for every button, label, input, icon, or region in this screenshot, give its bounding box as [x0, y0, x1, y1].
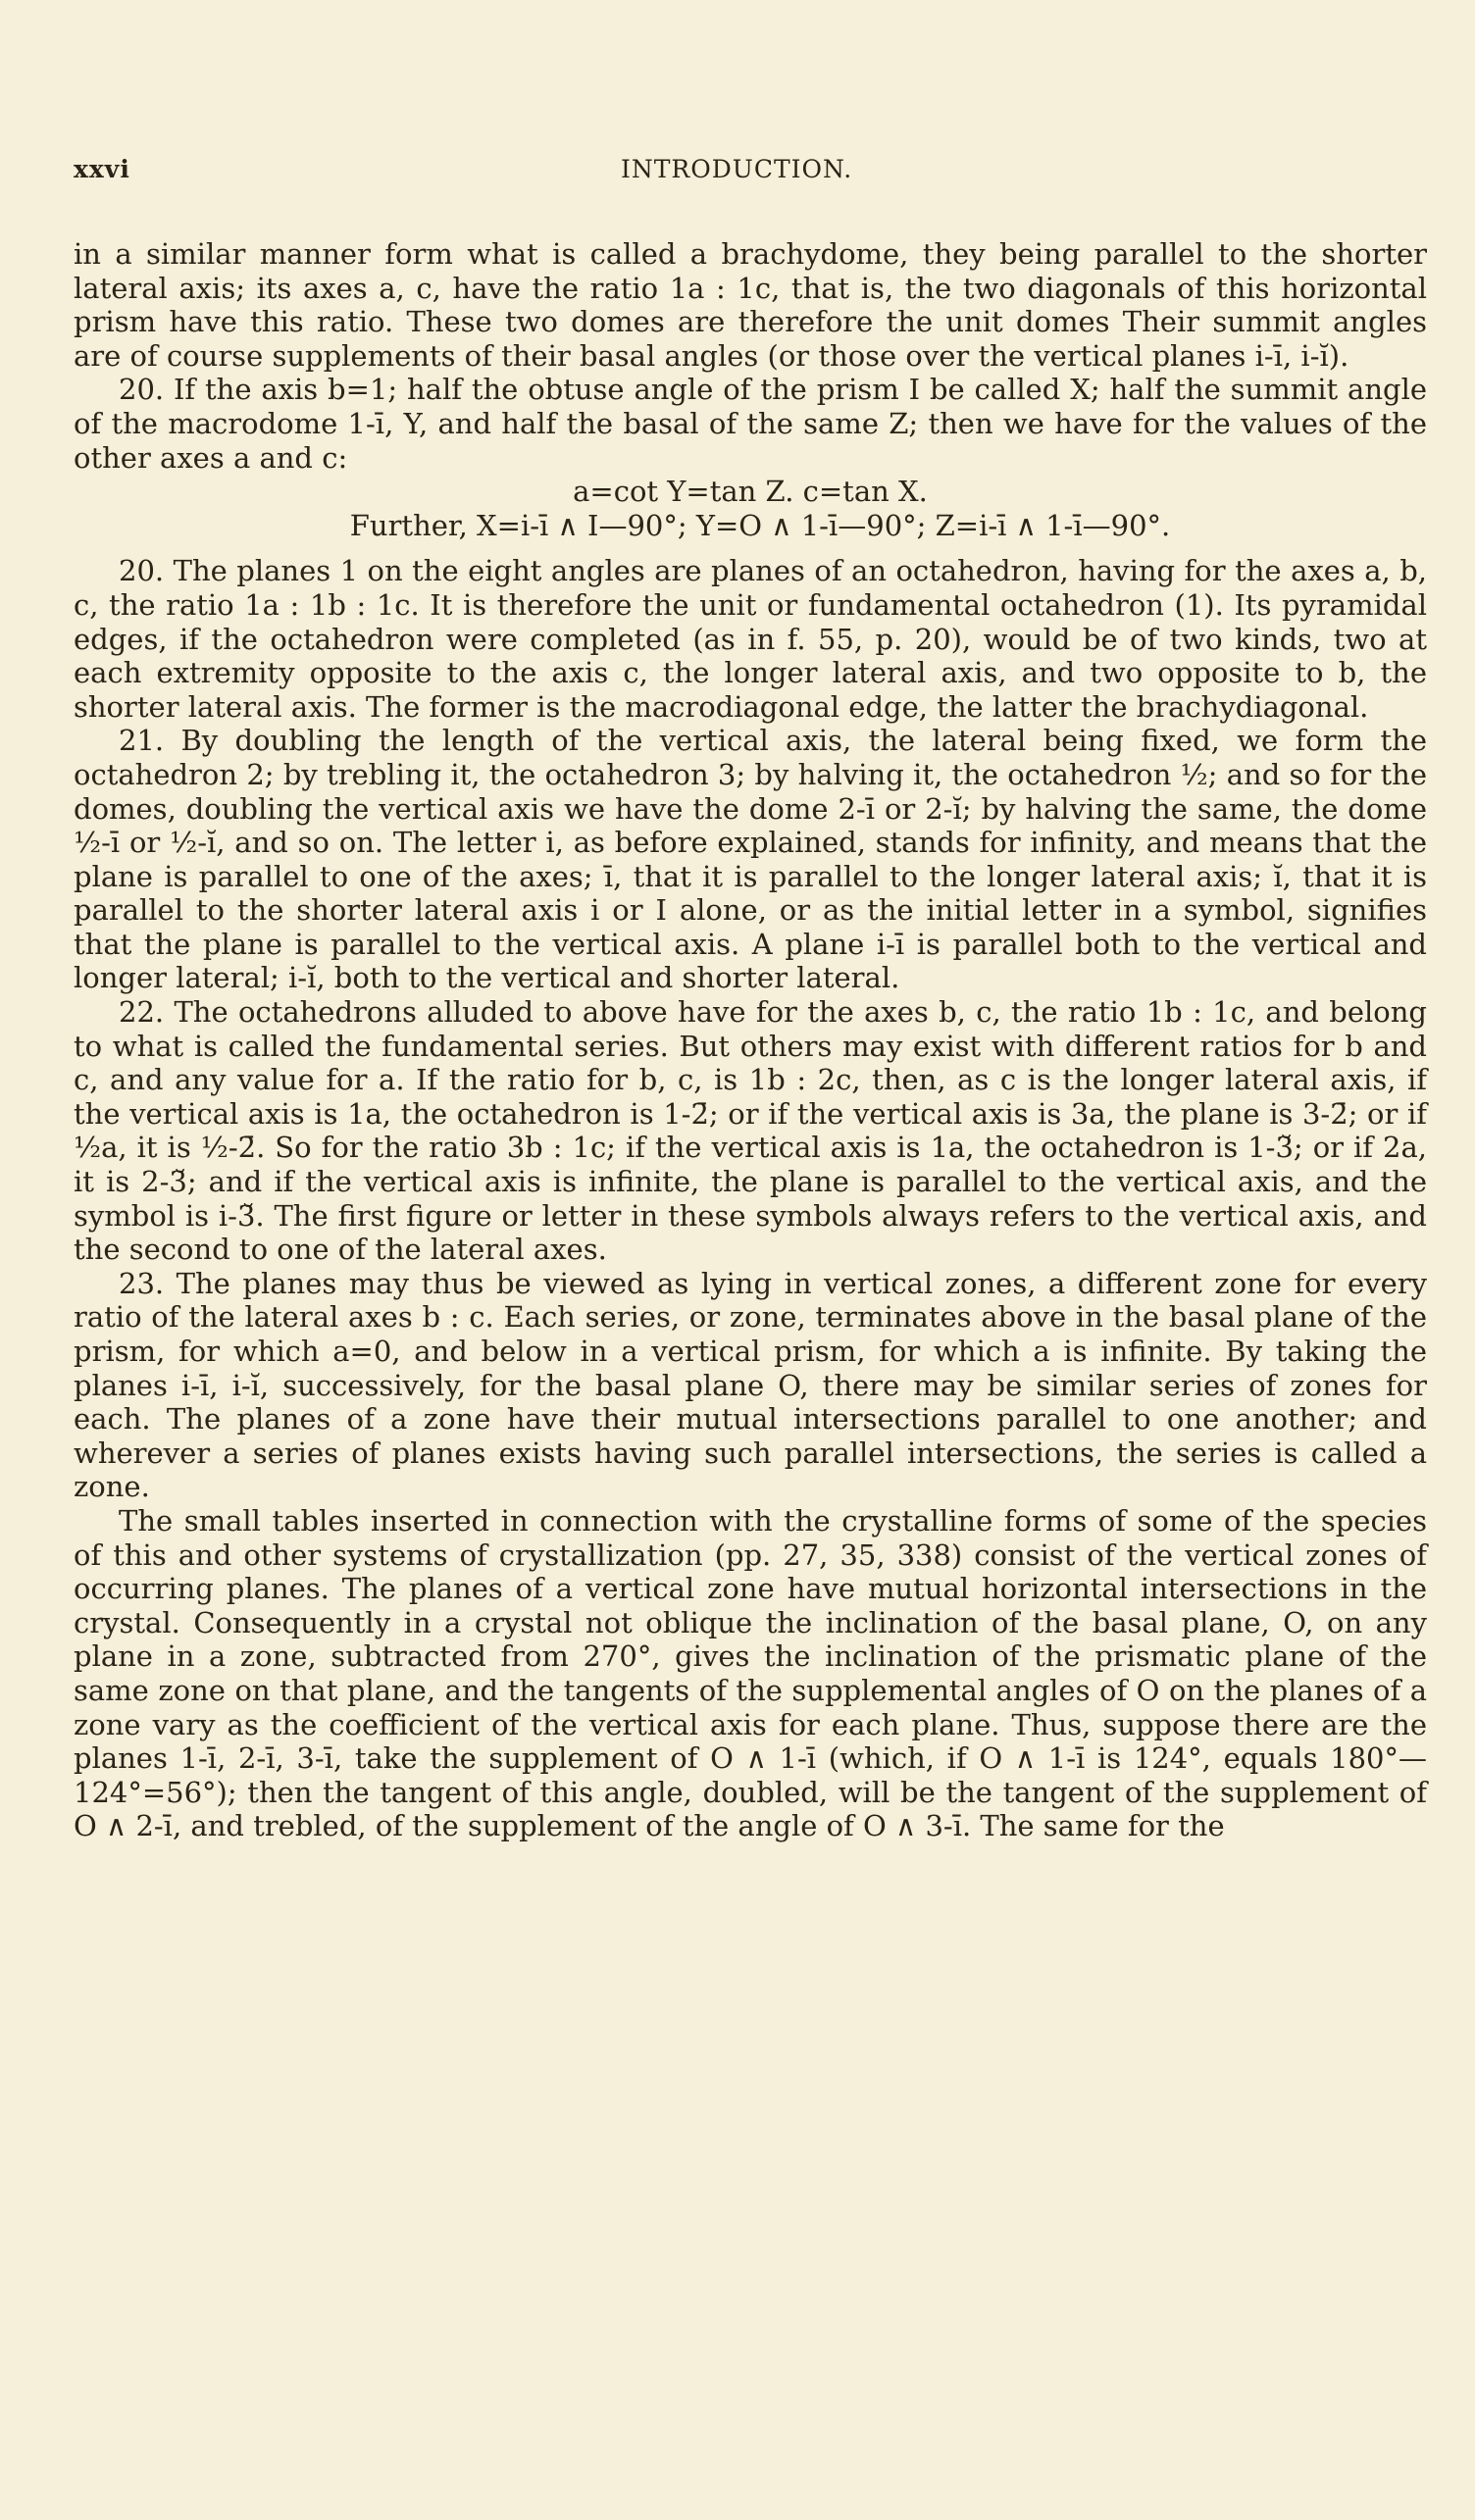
equation-line: Further, X=i-ī ∧ I—90°; Y=O ∧ 1-ī—90°; Z=i-ī ∧ 1-ī—90°. — [349, 508, 1171, 542]
body-text — [74, 237, 1427, 1843]
running-header — [74, 155, 1397, 194]
paragraph-section-23: 23. The planes may thus be viewed as lying in vertical zones, a different zone for every ratio of the lateral axes b : c. Each series, or zone, terminates above in the basal plane of the prism, for which a=0, and below in a vertical prism, for which a is infinite. By taking the planes i-ī, i-ĭ, successively, for the basal plane O, there may be similar series of zones for each. The planes of a zone have their mutual intersections parallel to one another; and wherever a series of planes exists having such parallel intersections, the series is called a zone. — [74, 1266, 1427, 1504]
paragraph-section-20: 20. If the axis b=1; half the obtuse angle of the prism I be called X; half the summit angle of the macrodome 1-ī, Y, and half the basal of the same Z; then we have for the values of the other axes a and c: — [74, 373, 1427, 475]
page-number: xxvi — [74, 155, 130, 183]
paragraph: The small tables inserted in connection with the crystalline forms of some of the species of this and other systems of crystallization (pp. 27, 35, 338) consist of the vertical zones of occurring planes. The planes of a vertical zone have mutual horizontal intersections in the crystal. Consequently in a crystal not oblique the inclination of the basal plane, O, on any plane in a zone, subtracted from 270°, gives the inclination of the prismatic plane of the same zone on that plane, and the tangents of the supplemental angles of O on the planes of a zone vary as the coefficient of the vertical axis for each plane. Thus, suppose there are the planes 1-ī, 2-ī, 3-ī, take the supplement of O ∧ 1-ī (which, if O ∧ 1-ī is 124°, equals 180°—124°=56°); then the tangent of this angle, doubled, will be the tangent of the supplement of O ∧ 2-ī, and trebled, of the supplement of the angle of O ∧ 3-ī. The same for the — [74, 1503, 1427, 1843]
paragraph-section-20b: 20. The planes 1 on the eight angles are planes of an octahedron, having for the axes a, b, c, the ratio 1a : 1b : 1c. It is therefore the unit or fundamental octahedron (1). Its pyramidal edges, if the octahedron were completed (as in f. 55, p. 20), would be of two kinds, two at each extremity opposite to the axis c, the longer lateral axis, and two opposite to b, the shorter lateral axis. The former is the macrodiagonal edge, the latter the brachydiagonal. — [74, 554, 1427, 724]
paragraph-section-21: 21. By doubling the length of the vertical axis, the lateral being fixed, we form the octahedron 2; by trebling it, the octahedron 3; by halving it, the octahedron ½; and so for the domes, doubling the vertical axis we have the dome 2-ī or 2-ĭ; by halving the same, the dome ½-ī or ½-ĭ, and so on. The letter i, as before explained, stands for infinity, and means that the plane is parallel to one of the axes; ī, that it is parallel to the longer lateral axis; ĭ, that it is parallel to the shorter lateral axis i or I alone, or as the initial letter in a symbol, signifies that the plane is parallel to the vertical axis. A plane i-ī is parallel both to the vertical and longer lateral; i-ĭ, both to the vertical and shorter lateral. — [74, 724, 1427, 995]
equation-line: a=cot Y=tan Z. c=tan X. — [573, 475, 928, 509]
paragraph-section-22: 22. The octahedrons alluded to above have for the axes b, c, the ratio 1b : 1c, and belong to what is called the fundamental series. But others may exist with different ratios for b and c, and any value for a. If the ratio for b, c, is 1b : 2c, then, as c is the longer lateral axis, if the vertical axis is 1a, the octahedron is 1-2̄; or if the vertical axis is 3a, the plane is 3-2̄; or if ½a, it is ½-2̄. So for the ratio 3b : 1c; if the vertical axis is 1a, the octahedron is 1-3̆; or if 2a, it is 2-3̆; and if the vertical axis is infinite, the plane is parallel to the vertical axis, and the symbol is i-3̆. The first figure or letter in these symbols always refers to the vertical axis, and the second to one of the lateral axes. — [74, 995, 1427, 1267]
running-title: INTRODUCTION. — [621, 155, 853, 183]
paragraph: in a similar manner form what is called a brachydome, they being parallel to the shorter lateral axis; its axes a, c, have the ratio 1a : 1c, that is, the two diagonals of this horizontal prism have this ratio. These two domes are therefore the unit domes Their summit angles are of course supplements of their basal angles (or those over the vertical planes i-ī, i-ĭ). — [74, 237, 1427, 373]
